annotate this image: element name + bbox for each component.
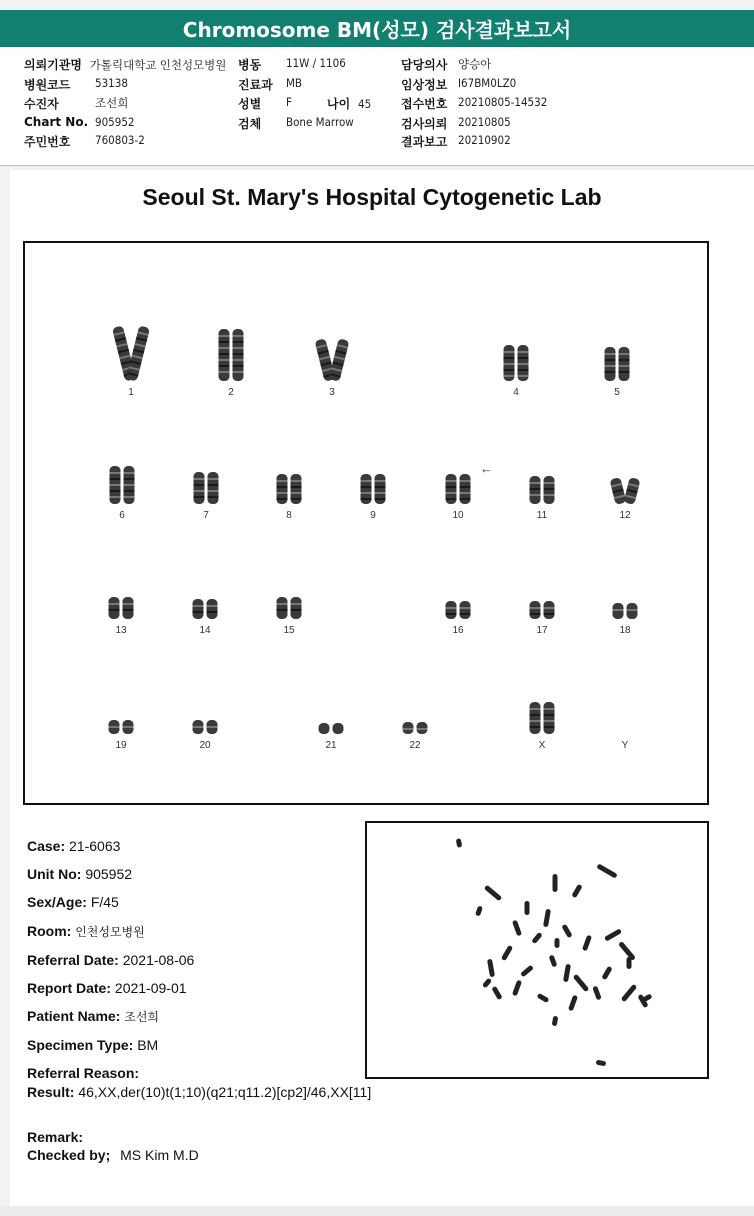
chromosome-label-22: 22 [409, 740, 421, 751]
chromosome-label-1: 1 [128, 387, 134, 398]
metaphase-chromosome [501, 945, 513, 961]
metaphase-chromosome [491, 986, 502, 1001]
institution-field: 의뢰기관명 가톨릭대학교 인천성모병원 [24, 58, 227, 72]
patient-header [0, 47, 754, 166]
metaphase-chromosome [573, 974, 590, 993]
result-line: Result: 46,XX,der(10)t(1;10)(q21;q11.2)[cp2]/46,XX[11] [27, 1084, 372, 1100]
department-field: 진료과 MB [238, 76, 303, 92]
chromosome-pair-5 [605, 347, 630, 381]
chromosome-label-5: 5 [614, 387, 620, 398]
abnormal-arrow-icon: ← [480, 461, 493, 476]
chromosome-label-21: 21 [325, 740, 337, 751]
metaphase-chromosome [531, 932, 543, 944]
chromosome-pair-20 [193, 720, 218, 734]
remark-line: Remark: [27, 1129, 84, 1145]
metaphase-chromosome [552, 1016, 559, 1027]
age-field: 나이 45 [327, 97, 372, 111]
metaphase-chromosome [543, 909, 551, 928]
metaphase-chromosome [512, 980, 522, 997]
unit-no-line: Unit No: 905952 [27, 866, 133, 882]
room-line: Room: 인천성모병원 [27, 923, 145, 939]
chromosome-label-17: 17 [536, 625, 548, 636]
chromosome-pair-17 [530, 601, 555, 619]
chromosome-pair-14 [193, 599, 218, 619]
chromosome-pair-8 [277, 474, 302, 504]
metaphase-chromosome [568, 995, 578, 1012]
chromosome-pair-10 [446, 474, 471, 504]
metaphase-chromosome [553, 874, 558, 892]
patient-name-line: Patient Name: 조선희 [27, 1008, 160, 1024]
metaphase-chromosome [627, 957, 632, 969]
receipt-no-field: 접수번호 20210805-14532 [401, 95, 548, 111]
chromosome-label-10: 10 [452, 510, 464, 521]
metaphase-chromosome [555, 938, 560, 948]
metaphase-chromosome [604, 928, 622, 941]
chromosome-label-3: 3 [329, 387, 335, 398]
report-page [10, 170, 754, 1206]
chromosome-pair-15 [277, 597, 302, 619]
hospital-code-field: 병원코드 53138 [24, 76, 128, 92]
specimen-field: 검체 Bone Marrow [238, 115, 354, 131]
chromosome-pair-3 [315, 338, 350, 381]
chromosome-pair-19 [109, 720, 134, 734]
chart-no-field: Chart No. 905952 [24, 115, 135, 129]
recipient-field: 수진자 조선희 [24, 96, 129, 111]
chromosome-pair-22 [403, 722, 428, 734]
chromosome-label-16: 16 [452, 625, 464, 636]
page-bottom-strip [0, 1206, 754, 1216]
chromosome-pair-21 [319, 723, 344, 734]
request-date-field: 검사의뢰 20210805 [401, 115, 511, 131]
specimen-type-line: Specimen Type: BM [27, 1037, 159, 1053]
chromosome-label-12: 12 [619, 510, 631, 521]
chromosome-label-8: 8 [286, 510, 292, 521]
metaphase-chromosome [520, 965, 534, 978]
metaphase-chromosome [561, 924, 572, 939]
chromosome-pair-6 [110, 466, 135, 504]
chromosome-pair-X [530, 702, 555, 734]
metaphase-chromosome [537, 993, 550, 1003]
metaphase-chromosome [621, 984, 638, 1003]
metaphase-chromosome [482, 978, 492, 989]
metaphase-chromosome [512, 920, 522, 937]
report-date-line: Report Date: 2021-09-01 [27, 980, 187, 996]
lab-title: Seoul St. Mary's Hospital Cytogenetic Lab [142, 184, 602, 210]
metaphase-chromosome [549, 955, 558, 968]
chromosome-pair-4 [504, 345, 529, 381]
chromosome-pair-13 [109, 597, 134, 619]
referral-date-line: Referral Date: 2021-08-06 [27, 952, 195, 968]
clinical-info-field: 임상정보 I67BM0LZ0 [401, 76, 517, 92]
chromosome-pair-9 [361, 474, 386, 504]
chromosome-label-14: 14 [199, 625, 211, 636]
metaphase-chromosome [563, 964, 571, 983]
chromosome-label-15: 15 [283, 625, 295, 636]
metaphase-chromosome [484, 885, 503, 902]
metaphase-chromosome [456, 838, 462, 848]
chromosome-label-7: 7 [203, 510, 209, 521]
chromosome-label-4: 4 [513, 387, 519, 398]
report-title: Chromosome BM(성모) 검사결과보고서 [182, 18, 572, 42]
chromosome-pair-11 [530, 476, 555, 504]
checked-by-line: Checked by; MS Kim M.D [27, 1147, 199, 1163]
metaphase-chromosome [475, 905, 483, 916]
case-line: Case: 21-6063 [27, 838, 121, 854]
chromosome-label-11: 11 [536, 510, 548, 521]
doctor-field: 담당의사 양승아 [401, 57, 492, 72]
report-title-bar [0, 10, 754, 47]
chromosome-label-6: 6 [119, 510, 125, 521]
chromosome-pair-18 [613, 603, 638, 619]
ward-field: 병동 11W / 1106 [238, 56, 346, 72]
chromosome-label-18: 18 [619, 625, 631, 636]
metaphase-chromosome [601, 966, 612, 981]
metaphase-chromosome [571, 884, 582, 899]
metaphase-chromosome [596, 1060, 607, 1067]
chromosome-pair-16 [446, 601, 471, 619]
sex-field: 성별 F [238, 95, 292, 111]
result-report-date-field: 결과보고 20210902 [401, 133, 511, 149]
metaphase-panel [365, 821, 709, 1079]
metaphase-chromosome [487, 959, 495, 978]
chromosome-pair-1 [112, 325, 150, 381]
referral-reason-line: Referral Reason: [27, 1065, 140, 1081]
resident-id-field: 주민번호 760803-2 [24, 133, 145, 149]
chromosome-pair-2 [219, 329, 244, 381]
chromosome-label-X: X [538, 740, 546, 751]
karyogram [25, 243, 707, 803]
chromosome-label-9: 9 [370, 510, 376, 521]
chromosome-pair-12 [610, 477, 641, 505]
metaphase-chromosome [596, 863, 618, 878]
chromosome-label-2: 2 [228, 387, 234, 398]
metaphase-chromosome [592, 986, 601, 1001]
sex-age-line: Sex/Age: F/45 [27, 894, 119, 910]
chromosome-pair-7 [194, 472, 219, 504]
chromosome-label-19: 19 [115, 740, 127, 751]
chromosome-label-13: 13 [115, 625, 127, 636]
metaphase-chromosome [525, 901, 530, 915]
chromosome-label-20: 20 [199, 740, 211, 751]
metaphase-spread-image [367, 823, 707, 1077]
karyotype-panel [23, 241, 709, 805]
chromosome-label-Y: Y [621, 740, 629, 751]
metaphase-chromosome [582, 935, 592, 952]
